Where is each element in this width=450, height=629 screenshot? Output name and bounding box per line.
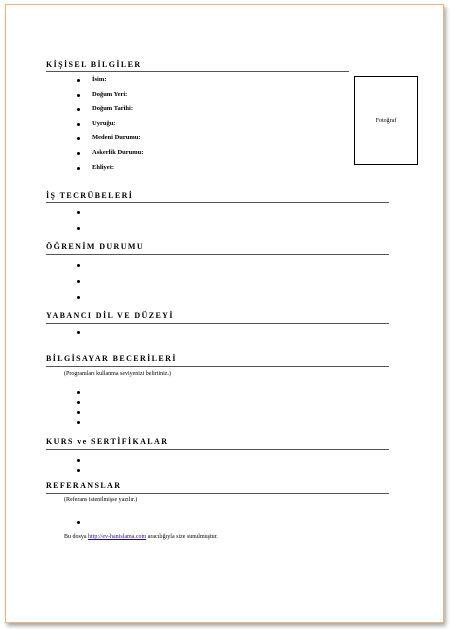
list-item bbox=[77, 395, 92, 405]
photo-placeholder bbox=[354, 76, 418, 165]
section-title-personal: KİŞİSEL BİLGİLER bbox=[46, 60, 142, 69]
section-title-courses: KURS ve SERTİFİKALAR bbox=[46, 437, 169, 446]
field-birthplace: Doğum Yeri: bbox=[77, 88, 143, 103]
section-rule-references bbox=[46, 493, 389, 494]
footer-link[interactable]: http://ev-hanislama.com bbox=[88, 534, 147, 540]
footer-prefix: Bu dosya bbox=[64, 534, 87, 540]
list-item bbox=[77, 221, 92, 237]
section-title-references: REFERANSLAR bbox=[46, 481, 122, 490]
footer-suffix: aracılığıyla size sunulmuştur. bbox=[147, 534, 218, 540]
section-title-computer-skills: BİLGİSAYAR BECERİLERİ bbox=[46, 354, 177, 363]
section-title-experience: İŞ TECRÜBELERİ bbox=[46, 191, 134, 200]
field-name: İsim: bbox=[77, 73, 143, 88]
list-item bbox=[77, 415, 92, 425]
field-military-status: Askerlik Durumu: bbox=[77, 146, 143, 161]
footer-note bbox=[64, 534, 218, 540]
list-item bbox=[77, 385, 92, 395]
list-item bbox=[77, 515, 92, 525]
field-birthdate: Doğum Tarihi: bbox=[77, 102, 143, 117]
experience-list bbox=[77, 205, 92, 237]
languages-list bbox=[77, 325, 92, 341]
list-item bbox=[77, 258, 92, 274]
photo-label: Fotoğraf bbox=[375, 117, 397, 124]
section-rule-computer-skills bbox=[46, 366, 389, 367]
section-title-education: ÖĞRENİM DURUMU bbox=[46, 242, 145, 251]
list-item bbox=[77, 290, 92, 306]
courses-list bbox=[77, 453, 92, 473]
section-rule-courses bbox=[46, 449, 389, 450]
personal-info-list bbox=[77, 73, 143, 175]
list-item bbox=[77, 405, 92, 415]
section-rule-experience bbox=[46, 202, 389, 203]
list-item bbox=[77, 325, 92, 341]
section-rule-languages bbox=[46, 323, 389, 324]
references-list bbox=[77, 515, 92, 525]
list-item bbox=[77, 274, 92, 290]
computer-skills-note: (Programları kullanma seviyenizi belirtiniz.) bbox=[64, 371, 171, 377]
section-rule-education bbox=[46, 254, 389, 255]
section-rule-personal bbox=[46, 71, 349, 72]
computer-skills-list bbox=[77, 385, 92, 425]
list-item bbox=[77, 463, 92, 473]
field-marital-status: Medeni Durumu: bbox=[77, 131, 143, 146]
list-item bbox=[77, 205, 92, 221]
list-item bbox=[77, 453, 92, 463]
references-note: (Referans istenilmişse yazılır.) bbox=[64, 497, 138, 503]
document-page bbox=[5, 4, 444, 623]
education-list bbox=[77, 258, 92, 306]
section-title-languages: YABANCI DİL VE DÜZEYİ bbox=[46, 311, 174, 320]
field-nationality: Uyruğu: bbox=[77, 117, 143, 132]
field-driving-licence: Ehliyet: bbox=[77, 161, 143, 176]
